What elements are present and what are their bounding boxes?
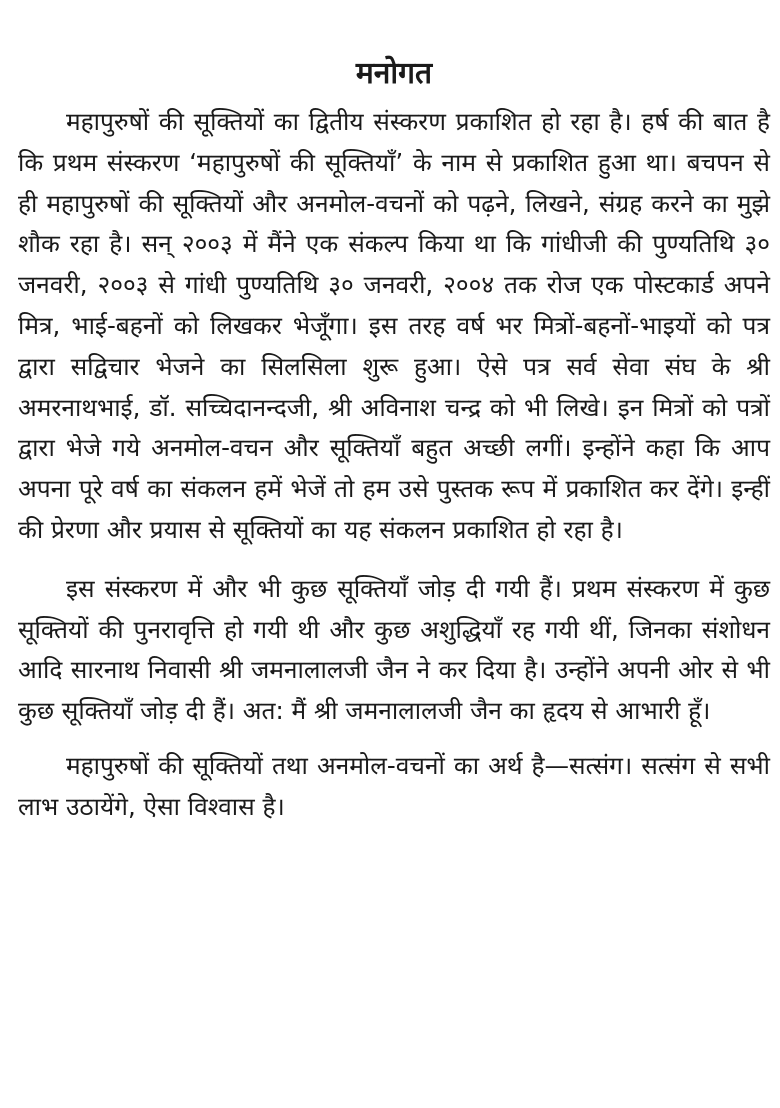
page-title: मनोगत <box>355 56 433 91</box>
document-page <box>18 48 770 828</box>
paragraph-1: महापुरुषों की सूक्तियों का द्वितीय संस्करण प्रकाशित हो रहा है। हर्ष की बात है कि प्रथम संस्करण ‘महापुरुषों की सूक्तियाँ’ के नाम से प्रकाशित हुआ था। बचपन से ही महापुरुषों की सूक्तियों और अनमोल-वचनों को पढ़ने, लिखने, संग्रह करने का मुझे शौक रहा है। सन् २००३ में मैंने एक संकल्प किया था कि गांधीजी की पुण्यतिथि ३० जनवरी, २००३ से गांधी पुण्यतिथि ३० जनवरी, २००४ तक रोज एक पोस्टकार्ड अपने मित्र, भाई-बहनों को लिखकर भेजूँगा। इस तरह वर्ष भर मित्रों-बहनों-भाइयों को पत्र द्वारा सद्विचार भेजने का सिलसिला शुरू हुआ। ऐसे पत्र सर्व सेवा संघ के श्री अमरनाथभाई, डॉ. सच्चिदानन्दजी, श्री अविनाश चन्द्र को भी लिखे। इन मित्रों को पत्रों द्वारा भेजे गये अनमोल-वचन और सूक्तियाँ बहुत अच्छी लगीं। इन्होंने कहा कि आप अपना पूरे वर्ष का संकलन हमें भेजें तो हम उसे पुस्तक रूप में प्रकाशित कर देंगे। इन्हीं की प्रेरणा और प्रयास से सूक्तियों का यह संकलन प्रकाशित हो रहा है। <box>18 107 770 544</box>
paragraph-3: महापुरुषों की सूक्तियों तथा अनमोल-वचनों का अर्थ है—सत्संग। सत्संग से सभी लाभ उठायेंगे, ऐसा विश्वास है। <box>18 750 770 821</box>
paragraph-2: इस संस्करण में और भी कुछ सूक्तियाँ जोड़ दी गयी हैं। प्रथम संस्करण में कुछ सूक्तियों की पुनरावृत्ति हो गयी थी और कुछ अशुद्धियाँ रह गयी थीं, जिनका संशोधन आदि सारनाथ निवासी श्री जमनालालजी जैन ने कर दिया है। उन्होंने अपनी ओर से भी कुछ सूक्तियाँ जोड़ दी हैं। अत: मैं श्री जमनालालजी जैन का हृदय से आभारी हूँ। <box>18 573 770 726</box>
